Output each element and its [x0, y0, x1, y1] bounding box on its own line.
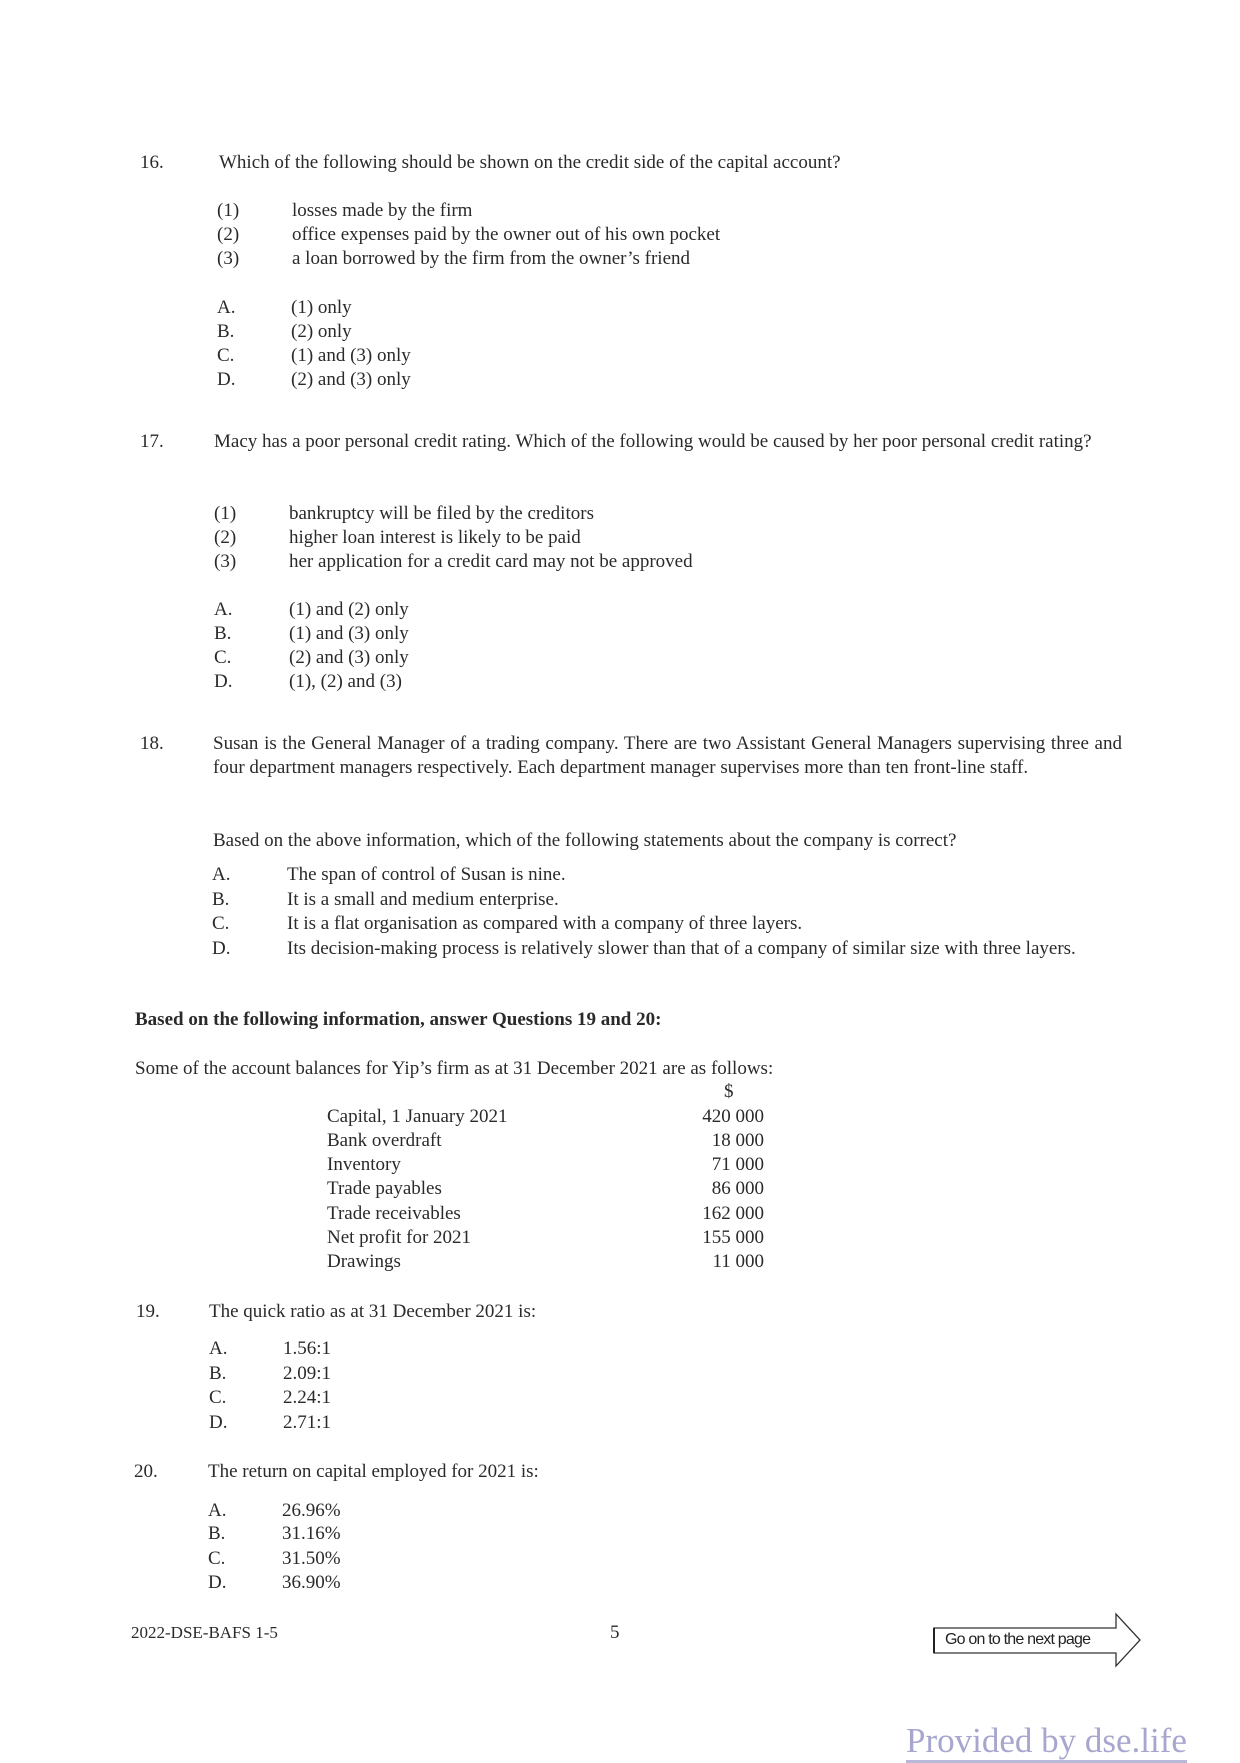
option-label: C. — [212, 913, 230, 934]
item-label: (1) — [217, 200, 240, 221]
option-text: (1) only — [291, 297, 352, 318]
row-amount: 11 000 — [712, 1251, 764, 1272]
row-amount: 71 000 — [711, 1154, 764, 1175]
option-text: (1), (2) and (3) — [289, 671, 402, 692]
option-text: (1) and (2) only — [289, 599, 409, 620]
item-label: (3) — [217, 248, 240, 269]
row-label: Net profit for 2021 — [327, 1227, 472, 1248]
option-label: C. — [209, 1387, 227, 1408]
option-text: (2) only — [291, 321, 352, 342]
row-amount: 18 000 — [711, 1130, 764, 1151]
row-label: Trade receivables — [327, 1203, 461, 1224]
item-text: a loan borrowed by the firm from the owner’s friend — [292, 248, 690, 269]
option-text: 31.50% — [282, 1548, 341, 1569]
option-text: (1) and (3) only — [289, 623, 409, 644]
option-label: D. — [208, 1572, 227, 1593]
item-text: her application for a credit card may not be approved — [289, 551, 693, 572]
item-text: office expenses paid by the owner out of his own pocket — [292, 224, 721, 245]
row-amount: 155 000 — [702, 1227, 764, 1248]
next-page-button[interactable] — [933, 1612, 1143, 1668]
next-page-label: Go on to the next page — [945, 1631, 1091, 1648]
question-number: 16. — [140, 152, 164, 173]
option-text: 2.71:1 — [283, 1412, 332, 1433]
option-label: D. — [209, 1412, 228, 1433]
question-stem: Which of the following should be shown on the credit side of the capital account? — [219, 152, 841, 173]
option-label: B. — [217, 321, 235, 342]
option-text: 31.16% — [282, 1523, 341, 1544]
option-label: C. — [208, 1548, 226, 1569]
page-number: 5 — [610, 1622, 620, 1643]
option-text: The span of control of Susan is nine. — [287, 864, 566, 885]
paper-code: 2022-DSE-BAFS 1-5 — [131, 1623, 278, 1642]
question-stem: The quick ratio as at 31 December 2021 is: — [209, 1301, 537, 1322]
question-stem: The return on capital employed for 2021 is: — [208, 1461, 539, 1482]
option-label: B. — [212, 889, 230, 910]
option-text: 26.96% — [282, 1500, 341, 1521]
item-label: (3) — [214, 551, 237, 572]
row-label: Capital, 1 January 2021 — [327, 1106, 508, 1127]
watermark-link[interactable]: Provided by dse.life — [906, 1722, 1187, 1763]
item-label: (2) — [214, 527, 237, 548]
option-text: Its decision-making process is relatively slower than that of a company of similar size with three layers. — [287, 938, 1076, 959]
option-text: 2.09:1 — [283, 1363, 332, 1384]
option-label: A. — [212, 864, 231, 885]
question-prompt: Based on the above information, which of the following statements about the company is correct? — [213, 830, 957, 851]
row-label: Bank overdraft — [327, 1130, 442, 1151]
option-label: B. — [214, 623, 232, 644]
option-text: (2) and (3) only — [291, 369, 411, 390]
option-text: 36.90% — [282, 1572, 341, 1593]
option-text: 2.24:1 — [283, 1387, 332, 1408]
item-label: (1) — [214, 503, 237, 524]
row-label: Trade payables — [327, 1178, 442, 1199]
item-text: higher loan interest is likely to be paid — [289, 527, 581, 548]
option-label: D. — [214, 671, 233, 692]
option-label: B. — [208, 1523, 226, 1544]
option-text: (1) and (3) only — [291, 345, 411, 366]
option-label: A. — [217, 297, 236, 318]
row-amount: 420 000 — [702, 1106, 764, 1127]
question-number: 20. — [134, 1461, 158, 1482]
question-stem: Macy has a poor personal credit rating. Which of the following would be caused by her poor personal credit rating? — [214, 431, 1092, 452]
option-text: 1.56:1 — [283, 1338, 332, 1359]
option-label: D. — [217, 369, 236, 390]
info-heading: Based on the following information, answer Questions 19 and 20: — [135, 1009, 662, 1030]
row-label: Inventory — [327, 1154, 401, 1175]
option-text: It is a flat organisation as compared with a company of three layers. — [287, 913, 803, 934]
option-label: A. — [208, 1500, 227, 1521]
item-text: bankruptcy will be filed by the creditors — [289, 503, 594, 524]
option-label: C. — [217, 345, 235, 366]
option-label: A. — [209, 1338, 228, 1359]
item-text: losses made by the firm — [292, 200, 473, 221]
option-label: B. — [209, 1363, 227, 1384]
info-intro: Some of the account balances for Yip’s firm as at 31 December 2021 are as follows: — [135, 1058, 774, 1079]
option-label: D. — [212, 938, 231, 959]
question-stem: Susan is the General Manager of a trading company. There are two Assistant General Managers supervising three and four department managers respectively. Each department manager supervises more than ten front-line staff. — [213, 733, 1122, 778]
option-label: C. — [214, 647, 232, 668]
row-amount: 162 000 — [702, 1203, 764, 1224]
question-number: 18. — [140, 733, 164, 754]
question-number: 19. — [136, 1301, 160, 1322]
item-label: (2) — [217, 224, 240, 245]
row-amount: 86 000 — [711, 1178, 764, 1199]
option-text: (2) and (3) only — [289, 647, 409, 668]
question-number: 17. — [140, 431, 164, 452]
option-text: It is a small and medium enterprise. — [287, 889, 559, 910]
option-label: A. — [214, 599, 233, 620]
row-label: Drawings — [327, 1251, 401, 1272]
currency-header: $ — [724, 1081, 734, 1102]
